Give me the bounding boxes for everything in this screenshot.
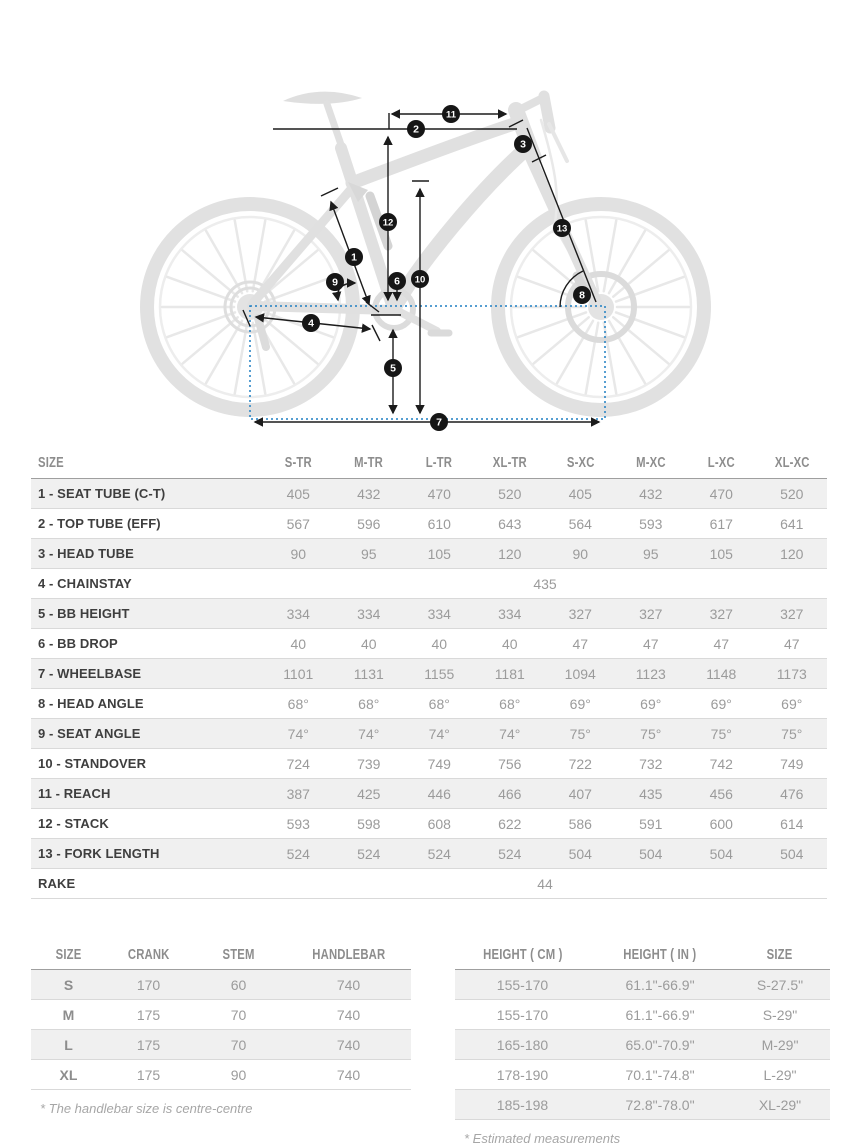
cell-value: 520 [780,485,804,502]
cell-value: 105 [427,545,451,562]
row-label: 5 - BB HEIGHT [38,606,130,621]
badge-number: 7 [436,416,442,429]
column-header-m-xc [616,454,687,472]
cell-value: 1181 [494,665,525,682]
components-table-body [31,970,411,1090]
cell-value: 567 [286,515,310,532]
column-header-stem-label: STEM [222,946,255,963]
column-header-m-tr-label: M-TR [354,454,384,471]
cell-value: 1094 [564,665,596,682]
seat-tube-tick [321,188,338,196]
badge-number: 8 [579,289,585,302]
table-row [455,1000,830,1030]
cell-value: L [64,1036,73,1053]
cell-value: 470 [427,485,451,502]
measurement-badge-reach [442,105,460,123]
row-label: 6 - BB DROP [38,636,118,651]
table-row [31,869,827,899]
cell-value-merged: 435 [533,575,557,592]
cell-value: 504 [568,845,592,862]
cell-value: 69° [640,695,662,712]
cell-value: 432 [357,485,381,502]
cell-value: 70 [230,1036,247,1053]
cell-value: 327 [568,605,592,622]
measurement-badge-standover [411,270,429,288]
row-label: 3 - HEAD TUBE [38,546,134,561]
column-header-l-xc [686,454,757,472]
table-row [31,809,827,839]
column-header-l-tr [404,454,475,472]
geometry-table-header [31,447,827,479]
column-header-s-xc-label: S-XC [566,454,595,471]
cell-value: 175 [136,1066,161,1083]
cell-value: 170 [136,976,161,993]
components-table-header [31,939,411,970]
table-row [31,779,827,809]
column-header-size [31,454,263,472]
cell-value: 40 [360,635,377,652]
column-header-size-label: SIZE [767,946,793,963]
column-header-l-xc-label: L-XC [707,454,735,471]
bb-axle-tick [372,325,380,341]
badge-number: 13 [556,223,568,235]
column-header-stem [191,946,286,963]
cell-value: 405 [568,485,592,502]
column-header-size-label: SIZE [55,946,82,963]
cell-value: 47 [642,635,659,652]
geometry-table-body [31,479,827,899]
cell-value: 95 [360,545,377,562]
cell-value: 614 [780,815,804,832]
footnote-handlebar: * The handlebar size is centre-centre [40,1101,253,1116]
cell-value: 90 [290,545,307,562]
cell-value: 749 [427,755,451,772]
cell-value: M-29" [761,1036,799,1053]
cell-value: XL-29" [758,1096,802,1113]
cell-value: 75° [640,725,662,742]
footnote-estimated: * Estimated measurements [464,1131,621,1146]
cell-value: 466 [498,785,522,802]
row-label: 2 - TOP TUBE (EFF) [38,516,161,531]
column-header-xl-xc-label: XL-XC [774,454,810,471]
cell-value: 739 [357,755,381,772]
spoke [167,277,235,302]
cell-value: 74° [499,725,521,742]
cell-value: 40 [431,635,448,652]
table-row [31,839,827,869]
table-row [31,970,411,1000]
cell-value: 61.1"-66.9" [625,976,695,993]
cell-value: 504 [780,845,804,862]
table-row [31,629,827,659]
cell-value: 586 [568,815,592,832]
cell-value: 47 [783,635,800,652]
cell-value: 1148 [706,665,737,682]
cell-value: 75° [710,725,732,742]
cell-value: 591 [639,815,663,832]
table-row [31,509,827,539]
table-row [455,1030,830,1060]
cell-value: 564 [568,515,592,532]
badge-number: 2 [413,123,419,136]
cell-value: 74° [287,725,309,742]
cell-value-merged: 44 [537,875,553,892]
cell-value: 622 [498,815,522,832]
table-row [31,1000,411,1030]
table-row [31,719,827,749]
spoke [265,312,333,337]
measurement-badge-stack [379,213,397,231]
column-header-handlebar-label: HANDLEBAR [311,946,386,963]
cell-value: S-27.5" [756,976,804,993]
cell-value: 432 [639,485,663,502]
table-row [455,1090,830,1120]
cell-value: 334 [427,605,451,622]
cell-value: 68° [287,695,309,712]
cell-value: 47 [572,635,589,652]
cell-value: 596 [357,515,381,532]
stem [517,99,541,111]
column-header-crank [106,946,191,963]
cell-value: 641 [780,515,804,532]
spoke [604,323,617,394]
column-header-height-cm-label: HEIGHT ( CM ) [482,946,563,963]
cell-value: 504 [709,845,733,862]
measurement-badge-wheelbase [430,413,448,431]
row-label: 12 - STACK [38,816,109,831]
column-header-height-cm [455,946,590,963]
cell-value: 742 [709,755,733,772]
spoke [235,220,248,291]
cell-value: 120 [780,545,804,562]
cell-value: 425 [357,785,381,802]
row-label: 11 - REACH [38,786,111,801]
measurement-badge-top-tube [407,120,425,138]
front-wheel [498,204,704,410]
table-row [31,599,827,629]
spoke [235,323,248,394]
cell-value: 69° [781,695,803,712]
cell-value: 520 [498,485,522,502]
cell-value: 185-198 [496,1096,549,1113]
column-header-l-tr-label: L-TR [426,454,453,471]
cell-value: 68° [428,695,450,712]
cell-value: 72.8"-78.0" [625,1096,695,1113]
cell-value: 387 [286,785,310,802]
cell-value: 470 [709,485,733,502]
table-row [31,569,827,599]
column-header-s-tr-label: S-TR [284,454,312,471]
cell-value: 47 [713,635,730,652]
column-header-xl-tr [475,454,546,472]
spoke [586,323,599,394]
row-label: RAKE [38,876,76,891]
cell-value: 1155 [424,665,455,682]
cell-value: 643 [498,515,522,532]
spoke [253,220,266,291]
cell-value: 1101 [283,665,314,682]
components-table-block [31,939,411,1116]
cell-value: 178-190 [496,1066,549,1083]
row-label: 7 - WHEELBASE [38,666,142,681]
cell-value: S [63,976,74,993]
table-row [31,1030,411,1060]
column-header-m-tr [334,454,405,472]
table-row [31,539,827,569]
cell-value: 1123 [635,665,666,682]
cell-value: 175 [136,1036,161,1053]
cell-value: 476 [780,785,804,802]
cell-value: 724 [286,755,310,772]
cell-value: 456 [709,785,733,802]
badge-number: 3 [520,138,526,151]
row-label: 9 - SEAT ANGLE [38,726,141,741]
cell-value: 90 [572,545,589,562]
cell-value: 740 [336,1036,361,1053]
cell-value: 1131 [353,665,384,682]
cell-value: 70 [230,1006,247,1023]
cell-value: 74° [428,725,450,742]
badge-number: 6 [394,275,400,288]
spoke [604,220,617,291]
cell-value: 155-170 [496,1006,549,1023]
cell-value: 65.0"-70.9" [625,1036,695,1053]
column-header-size [730,946,830,963]
cell-value: 1173 [776,665,807,682]
table-row [455,1060,830,1090]
cell-value: L-29" [763,1066,797,1083]
cell-value: 608 [427,815,451,832]
cell-value: 327 [639,605,663,622]
cell-value: 593 [286,815,310,832]
column-header-xl-xc [757,454,828,472]
geometry-diagram-section [0,0,858,447]
badge-number: 1 [351,251,357,264]
badge-number: 10 [414,274,426,286]
badge-number: 12 [382,217,394,229]
cell-value: M [62,1006,75,1023]
cell-value: 90 [230,1066,247,1083]
column-header-xl-tr-label: XL-TR [492,454,527,471]
measurement-badge-bb-drop [388,272,406,290]
spoke [167,312,235,337]
row-label: 8 - HEAD ANGLE [38,696,144,711]
cell-value: 722 [568,755,592,772]
cell-value: 61.1"-66.9" [625,1006,695,1023]
cell-value: S-29" [762,1006,798,1023]
cell-value: 593 [639,515,663,532]
cell-value: 60 [230,976,247,993]
measurement-badge-fork-length [553,219,571,237]
measurement-badge-head-tube [514,135,532,153]
bottom-tables-section [31,939,827,1146]
cell-value: 69° [569,695,591,712]
cell-value: 327 [709,605,733,622]
cell-value: 175 [136,1006,161,1023]
cell-value: 155-170 [496,976,549,993]
cell-value: 69° [710,695,732,712]
column-header-s-xc [545,454,616,472]
cell-value: 598 [357,815,381,832]
column-header-crank-label: CRANK [127,946,170,963]
cell-value: 95 [642,545,659,562]
column-header-height-in-label: HEIGHT ( IN ) [623,946,697,963]
column-header-size-label: SIZE [38,454,64,471]
cell-value: 40 [501,635,518,652]
geometry-table [31,447,827,899]
cell-value: 165-180 [496,1036,549,1053]
cell-value: 105 [709,545,733,562]
row-label: 4 - CHAINSTAY [38,576,132,591]
cell-value: 504 [639,845,663,862]
cell-value: 75° [569,725,591,742]
cell-value: 740 [336,976,361,993]
cell-value: 334 [286,605,310,622]
measurement-badge-bb-height [384,359,402,377]
saddle [283,92,362,104]
geometry-diagram [0,0,858,447]
measurement-badge-chainstay [302,314,320,332]
row-label: 13 - FORK LENGTH [38,846,160,861]
cell-value: 524 [427,845,451,862]
cell-value: 68° [358,695,380,712]
cell-value: 334 [357,605,381,622]
row-label: 10 - STANDOVER [38,756,147,771]
column-header-height-in [590,946,730,963]
bike-illustration [147,92,704,410]
column-header-size [31,946,106,963]
cell-value: 610 [427,515,451,532]
measurement-badge-seat-angle [326,273,344,291]
cell-value: 600 [709,815,733,832]
cell-value: 407 [568,785,592,802]
cell-value: 756 [498,755,522,772]
table-row [455,970,830,1000]
row-label: 1 - SEAT TUBE (C-T) [38,486,166,501]
column-header-s-tr [263,454,334,472]
sizing-table-header [455,939,830,970]
sizing-table-body [455,970,830,1120]
column-header-m-xc-label: M-XC [635,454,666,471]
cell-value: 524 [286,845,310,862]
cell-value: 732 [639,755,663,772]
table-row [31,659,827,689]
badge-number: 4 [308,317,314,330]
cell-value: 740 [336,1066,361,1083]
cell-value: XL [59,1066,78,1083]
column-header-handlebar [286,946,411,963]
cell-value: 40 [290,635,307,652]
table-row [31,1060,411,1090]
cell-value: 740 [336,1006,361,1023]
cell-value: 405 [286,485,310,502]
table-row [31,479,827,509]
cell-value: 120 [498,545,522,562]
cell-value: 334 [498,605,522,622]
cell-value: 68° [499,695,521,712]
cell-value: 75° [781,725,803,742]
cell-value: 70.1"-74.8" [625,1066,695,1083]
table-row [31,689,827,719]
cell-value: 749 [780,755,804,772]
cell-value: 435 [639,785,663,802]
badge-number: 11 [445,109,457,121]
measurement-badge-head-angle [573,286,591,304]
measurement-badge-seat-tube [345,248,363,266]
cell-value: 524 [357,845,381,862]
sizing-table-block [455,939,830,1146]
badge-number: 9 [332,276,338,289]
table-row [31,749,827,779]
cell-value: 74° [358,725,380,742]
cell-value: 617 [709,515,733,532]
cell-value: 524 [498,845,522,862]
cell-value: 327 [780,605,804,622]
badge-number: 5 [390,362,396,375]
cell-value: 446 [427,785,451,802]
